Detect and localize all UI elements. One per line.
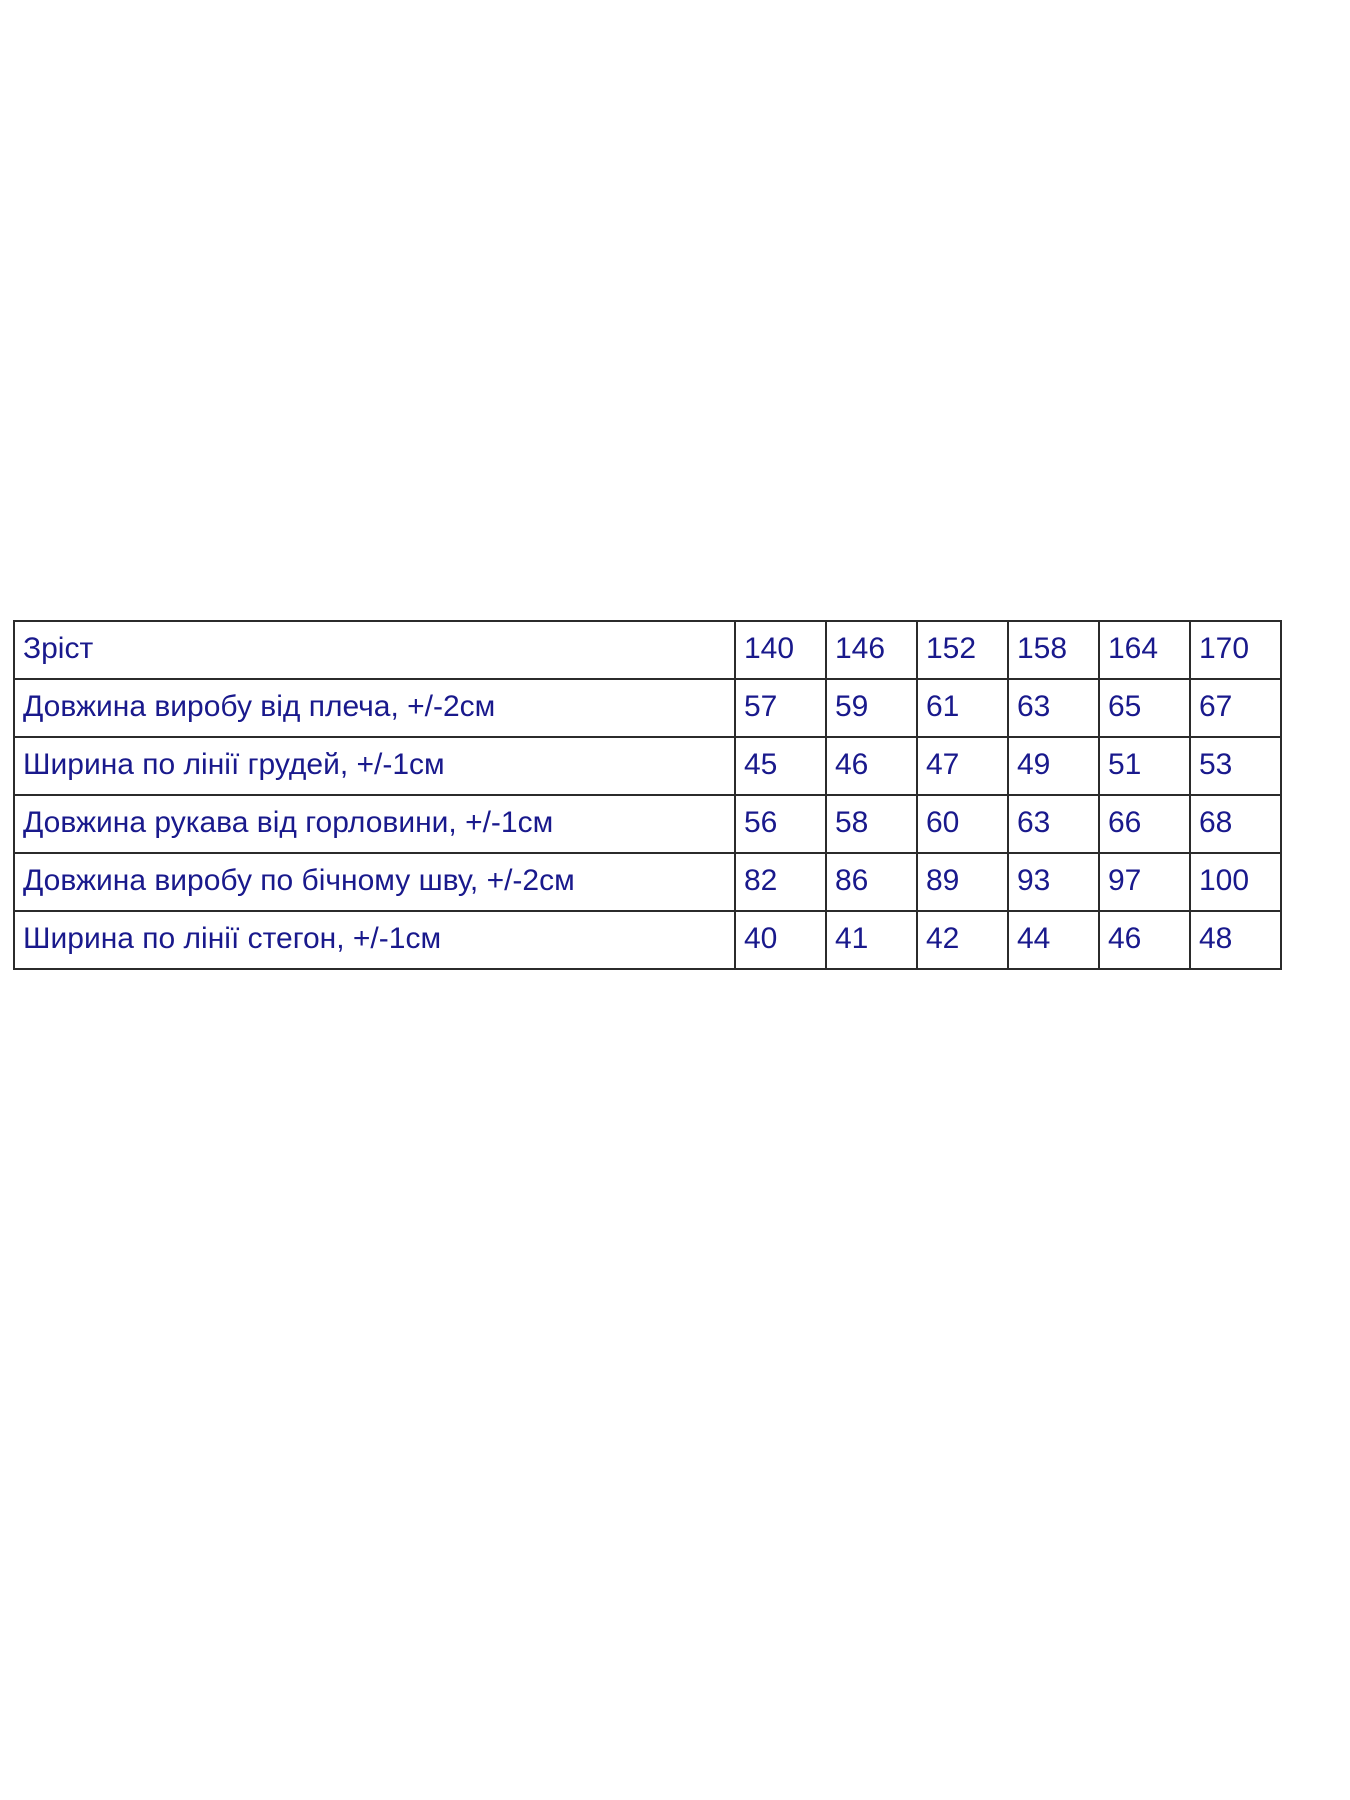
table-cell: 82 — [735, 853, 826, 911]
row-label: Довжина виробу по бічному шву, +/-2см — [14, 853, 735, 911]
table-cell: 152 — [917, 621, 1008, 679]
table-cell: 86 — [826, 853, 917, 911]
table-cell: 42 — [917, 911, 1008, 969]
table-cell: 46 — [1099, 911, 1190, 969]
table-cell: 89 — [917, 853, 1008, 911]
table-cell: 65 — [1099, 679, 1190, 737]
table-cell: 97 — [1099, 853, 1190, 911]
table-cell: 164 — [1099, 621, 1190, 679]
row-label: Ширина по лінії стегон, +/-1см — [14, 911, 735, 969]
table-cell: 63 — [1008, 795, 1099, 853]
row-label: Довжина виробу від плеча, +/-2см — [14, 679, 735, 737]
table-row — [14, 911, 1281, 969]
row-label: Ширина по лінії грудей, +/-1см — [14, 737, 735, 795]
table-row — [14, 853, 1281, 911]
table-cell: 68 — [1190, 795, 1281, 853]
table-cell: 56 — [735, 795, 826, 853]
table-cell: 93 — [1008, 853, 1099, 911]
table-cell: 158 — [1008, 621, 1099, 679]
table-cell: 51 — [1099, 737, 1190, 795]
table-row — [14, 621, 1281, 679]
table-cell: 100 — [1190, 853, 1281, 911]
table-cell: 66 — [1099, 795, 1190, 853]
table-cell: 67 — [1190, 679, 1281, 737]
table-row — [14, 795, 1281, 853]
table-cell: 46 — [826, 737, 917, 795]
table-cell: 45 — [735, 737, 826, 795]
table-cell: 48 — [1190, 911, 1281, 969]
table-cell: 57 — [735, 679, 826, 737]
table-cell: 59 — [826, 679, 917, 737]
table-cell: 41 — [826, 911, 917, 969]
table-cell: 61 — [917, 679, 1008, 737]
table-cell: 60 — [917, 795, 1008, 853]
table-row — [14, 737, 1281, 795]
row-label: Довжина рукава від горловини, +/-1см — [14, 795, 735, 853]
table-cell: 40 — [735, 911, 826, 969]
table-cell: 44 — [1008, 911, 1099, 969]
table-row — [14, 679, 1281, 737]
table-cell: 49 — [1008, 737, 1099, 795]
table-cell: 53 — [1190, 737, 1281, 795]
table-cell: 146 — [826, 621, 917, 679]
table-cell: 58 — [826, 795, 917, 853]
table-cell: 63 — [1008, 679, 1099, 737]
table-cell: 140 — [735, 621, 826, 679]
size-chart-container — [13, 620, 1250, 970]
table-cell: 47 — [917, 737, 1008, 795]
size-chart-table — [13, 620, 1282, 970]
table-cell: 170 — [1190, 621, 1281, 679]
row-label: Зріст — [14, 621, 735, 679]
